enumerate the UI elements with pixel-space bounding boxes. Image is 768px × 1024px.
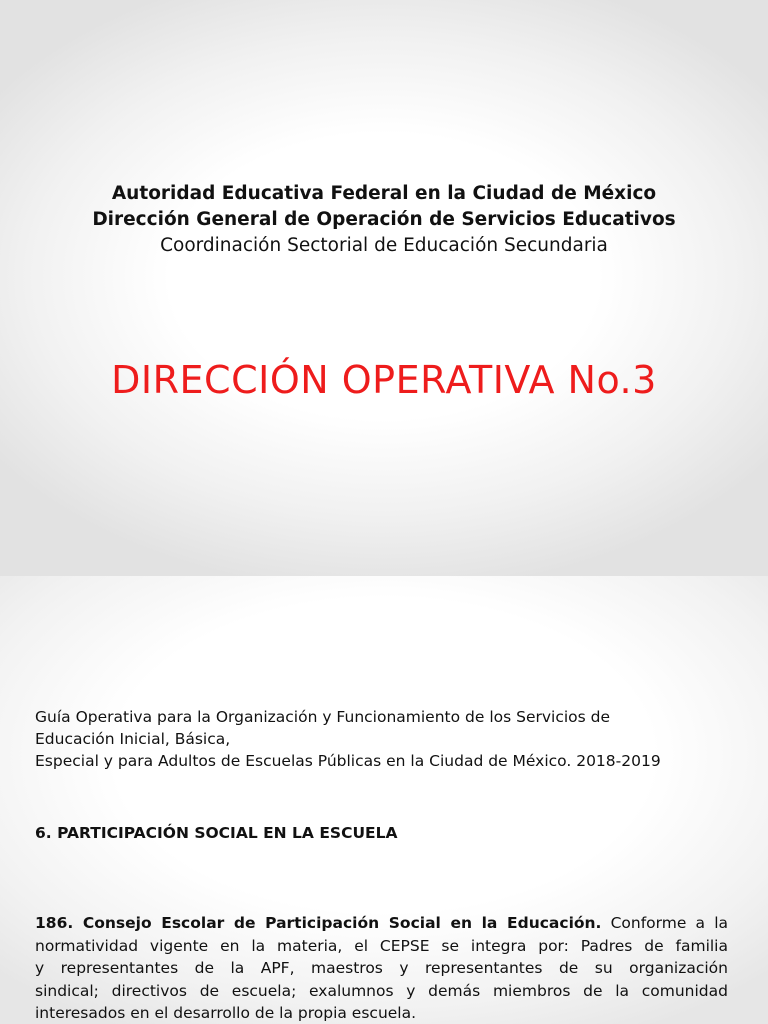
guide-reference <box>35 706 735 772</box>
article-line-3: y representantes de la APF, maestros y representantes de su organización <box>35 959 728 977</box>
guide-line-3: Especial y para Adultos de Escuelas Públicas en la Ciudad de México. 2018-2019 <box>35 752 661 770</box>
article-line-1 <box>35 912 728 935</box>
article-line-5: interesados en el desarrollo de la propia escuela. <box>35 1004 417 1022</box>
article-number-title: 186. Consejo Escolar de Participación Social en la Educación. <box>35 914 602 932</box>
header-line-authority: Autoridad Educativa Federal en la Ciudad de México <box>111 183 657 204</box>
slide-content <box>0 576 768 1024</box>
section-heading: 6. PARTICIPACIÓN SOCIAL EN LA ESCUELA <box>35 824 398 842</box>
slide-main-title: DIRECCIÓN OPERATIVA No.3 <box>111 358 657 402</box>
guide-line-2: Educación Inicial, Básica, <box>35 730 231 748</box>
header-line-directorate: Dirección General de Operación de Servicios Educativos <box>92 209 676 230</box>
article-line-1-text: Conforme a la <box>601 914 728 932</box>
article-paragraph <box>35 912 728 1024</box>
institution-header <box>0 181 768 259</box>
article-line-2: normatividad vigente en la materia, el CEPSE se integra por: Padres de familia <box>35 936 728 955</box>
header-line-coordination: Coordinación Sectorial de Educación Secundaria <box>160 235 608 256</box>
article-line-4: sindical; directivos de escuela; exalumnos y demás miembros de la comunidad <box>35 981 728 1000</box>
guide-line-1: Guía Operativa para la Organización y Funcionamiento de los Servicios de <box>35 708 611 726</box>
